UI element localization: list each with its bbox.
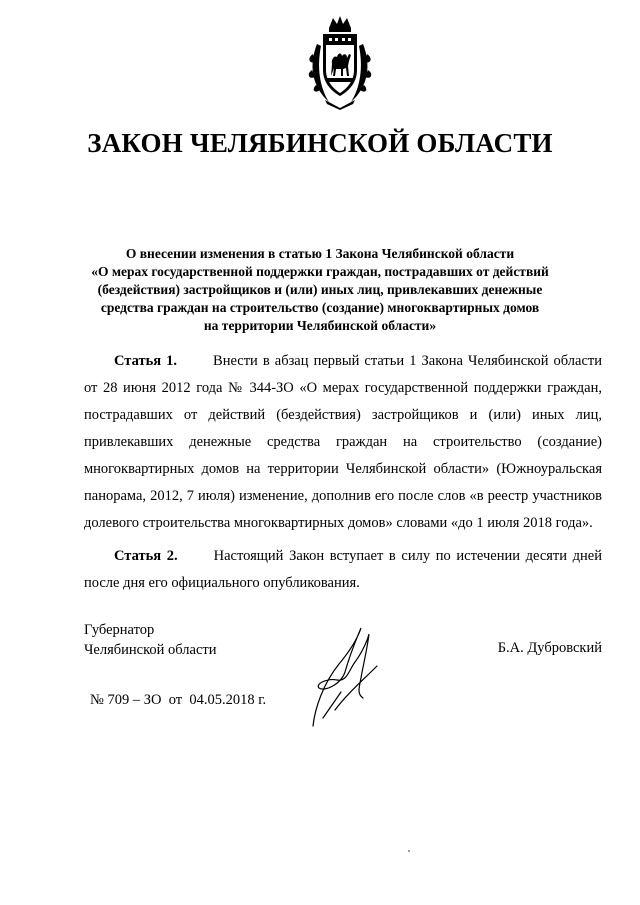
scan-speck xyxy=(408,850,410,852)
signer-name: Б.А. Дубровский xyxy=(497,640,602,656)
handwritten-signature xyxy=(305,622,385,730)
article-1 xyxy=(84,348,602,537)
subject-line: О внесении изменения в статью 1 Закона Челябинской области xyxy=(125,246,515,261)
subject-line: «О мерах государственной поддержки граждан, пострадавших от действий xyxy=(91,264,549,279)
subject-line: средства граждан на строительство (создание) многоквартирных домов xyxy=(100,300,540,315)
article-2-text: Настоящий Закон вступает в силу по истечении десяти дней после дня его официального опубликования. xyxy=(84,548,602,591)
coat-of-arms-emblem xyxy=(307,14,373,110)
article-2-label: Статья 2. xyxy=(114,548,178,564)
subject-line: на территории Челябинской области» xyxy=(203,318,437,333)
signer-position-line: Челябинской области xyxy=(84,642,217,658)
subject-line: (бездействия) застройщиков и (или) иных лиц, привлекавших денежные xyxy=(97,282,543,297)
article-1-text: Внести в абзац первый статьи 1 Закона Челябинской области от 28 июня 2012 года № 344-ЗО «О мерах государственной поддержки граждан, пострадавших от действий (бездействия) застройщиков и (или) иных лиц, привлекавших денежные средства граждан на строительство (создание) многоквартирных домов на территории Челябинской области» (Южноуральская панорама, 2012, 7 июля) изменение, дополнив его после слов «в реестр участников долевого строительства многоквартирных домов» словами «до 1 июля 2018 года». xyxy=(84,353,602,531)
article-1-label: Статья 1. xyxy=(114,353,178,369)
law-subject xyxy=(60,245,580,335)
signer-position-line: Губернатор xyxy=(84,622,155,638)
law-number-date: № 709 – ЗО от 04.05.2018 г. xyxy=(90,692,267,708)
article-2 xyxy=(84,543,602,597)
law-title: ЗАКОН ЧЕЛЯБИНСКОЙ ОБЛАСТИ xyxy=(87,128,553,158)
signer-position xyxy=(84,620,217,660)
